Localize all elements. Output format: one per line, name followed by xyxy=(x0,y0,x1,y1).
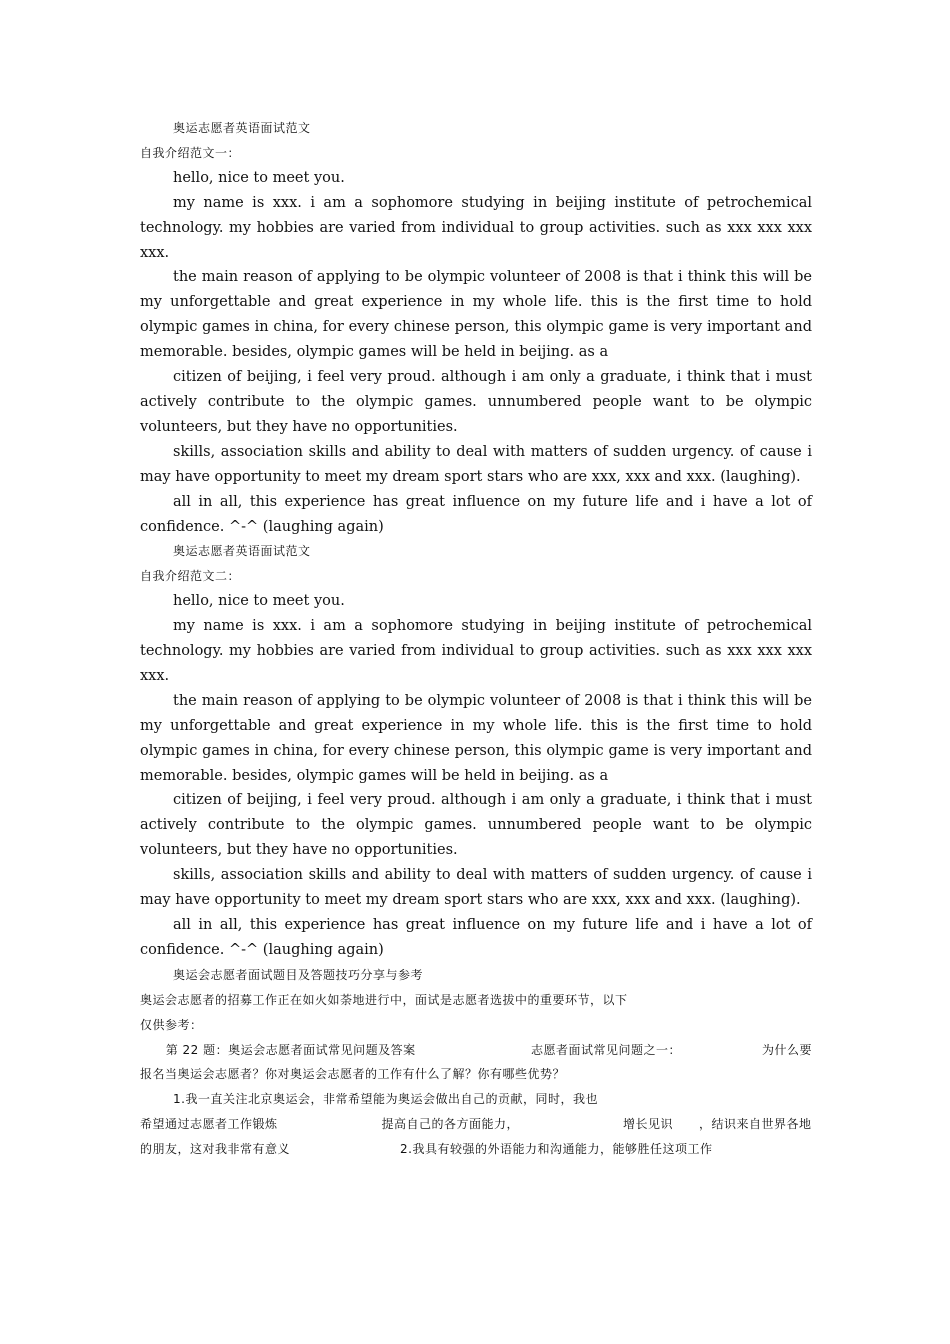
paragraph: the main reason of applying to be olympic volunteer of 2008 is that i think this will be my unforgettable and great experience in my whole life. this is the first time to hold olympic games in china, for every chinese person, this olympic game is very important and memorable. besides, olympic games will be held in beijing. as a xyxy=(140,692,812,784)
section-subheading: 自我介绍范文二： xyxy=(140,569,241,584)
paragraph: citizen of beijing, i feel very proud. although i am only a graduate, i think that i must actively contribute to the olympic games. unnumbered people want to be olympic volunteers, but they have no opportunities. xyxy=(140,369,812,435)
section-subheading: 自我介绍范文一： xyxy=(140,145,241,160)
tail-line: 奥运会志愿者的招募工作正在如火如荼地进行中，面试是志愿者选拔中的重要环节，以下 xyxy=(140,992,628,1007)
tail-line: 仅供参考： xyxy=(140,1017,203,1032)
paragraph: skills, association skills and ability to deal with matters of sudden urgency. of cause i may have opportunity to meet my dream sport stars who are xxx, xxx and xxx. (laughing). xyxy=(140,867,812,909)
tail-answer-row xyxy=(140,1112,812,1137)
answer-item: 1.我一直关注北京奥运会，非常希望能为奥运会做出自己的贡献，同时，我也 xyxy=(173,1092,598,1107)
question-title: 第 22 题：奥运会志愿者面试常见问题及答案 xyxy=(165,1042,416,1057)
tail-answer-row xyxy=(140,1137,812,1162)
paragraph: citizen of beijing, i feel very proud. although i am only a graduate, i think that i must actively contribute to the olympic games. unnumbered people want to be olympic volunteers, but they have no opportunities. xyxy=(140,792,812,859)
section-heading: 奥运志愿者英语面试范文 xyxy=(173,121,311,135)
answer-fragment: 希望通过志愿者工作锻炼 xyxy=(140,1117,278,1132)
question-lead: 为什么要 xyxy=(761,1042,812,1057)
tail-question-row xyxy=(140,1038,812,1063)
paragraph: all in all, this experience has great influence on my future life and i have a lot of confidence. ^-^ (laughing again) xyxy=(140,917,812,958)
answer-fragment: ，结识来自世界各地 xyxy=(699,1117,812,1132)
paragraph: the main reason of applying to be olympic volunteer of 2008 is that i think this will be my unforgettable and great experience in my whole life. this is the first time to hold olympic games in china, for every chinese person, this olympic game is very important and memorable. besides, olympic games will be held in beijing. as a xyxy=(140,269,812,361)
tail-line: 报名当奥运会志愿者？你对奥运会志愿者的工作有什么了解？你有哪些优势？ xyxy=(140,1067,566,1082)
paragraph: my name is xxx. i am a sophomore studying in beijing institute of petrochemical technology. my hobbies are varied from individual to group activities. such as xxx xxx xxx xxx. xyxy=(140,194,812,261)
paragraph: skills, association skills and ability to deal with matters of sudden urgency. of cause i may have opportunity to meet my dream sport stars who are xxx, xxx and xxx. (laughing). xyxy=(140,443,812,485)
paragraph: all in all, this experience has great influence on my future life and i have a lot of confidence. ^-^ (laughing again) xyxy=(140,493,812,535)
paragraph: hello, nice to meet you. xyxy=(173,169,345,186)
paragraph: hello, nice to meet you. xyxy=(173,593,345,610)
answer-fragment: 提高自己的各方面能力， xyxy=(381,1117,520,1132)
section-heading: 奥运志愿者英语面试范文 xyxy=(173,544,311,559)
answer-fragment: 的朋友，这对我非常有意义 xyxy=(140,1142,291,1157)
question-heading: 志愿者面试常见问题之一： xyxy=(530,1042,681,1057)
document-page xyxy=(140,116,812,1162)
answer-item: 2.我具有较强的外语能力和沟通能力，能够胜任这项工作 xyxy=(400,1142,713,1157)
answer-fragment: 增长见识 xyxy=(623,1117,674,1132)
paragraph: my name is xxx. i am a sophomore studying in beijing institute of petrochemical technology. my hobbies are varied from individual to group activities. such as xxx xxx xxx xxx. xyxy=(140,618,812,684)
tail-heading: 奥运会志愿者面试题目及答题技巧分享与参考 xyxy=(173,967,424,982)
